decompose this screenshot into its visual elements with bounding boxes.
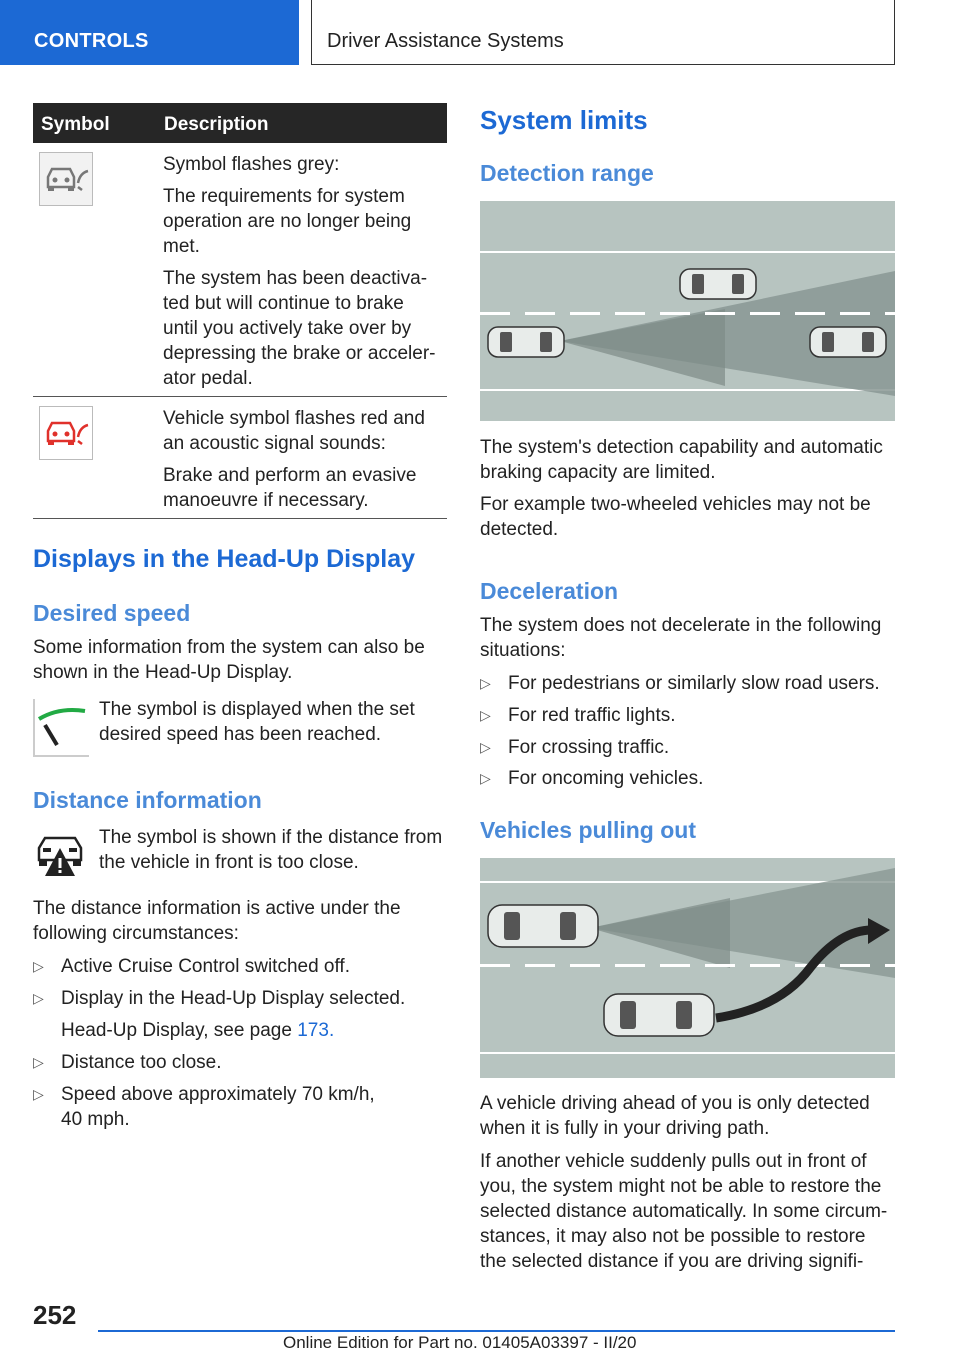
- row1-line3: The system has been deactiva- ted but will continue to brake until you actively take over by depressing the brake or acceler- ator pedal.: [163, 268, 436, 389]
- distance-info-title: Distance information: [33, 787, 262, 813]
- deceleration-title: Deceleration: [480, 578, 619, 604]
- system-limits-title: System limits: [480, 105, 648, 135]
- vehicle-warning-red-icon: [39, 406, 93, 460]
- row2-line2: Brake and perform an evasive manoeuvre if necessary.: [163, 465, 417, 511]
- footer-divider: [98, 1330, 895, 1332]
- row-divider: [33, 518, 447, 519]
- col-symbol: Symbol: [41, 114, 110, 135]
- row2-line1: Vehicle symbol flashes red and an acoustic signal sounds:: [163, 408, 425, 454]
- desired-speed-intro: Some information from the system can also be shown in the Head-Up Display.: [33, 637, 425, 683]
- page-link[interactable]: 173: [297, 1020, 329, 1041]
- distance-info-intro: The distance information is active under the following circumstances:: [33, 898, 401, 944]
- detection-para1: The system's detection capability and automatic braking capacity are limited.: [480, 437, 883, 483]
- detection-para2: For example two-wheeled vehicles may not be detected.: [480, 494, 871, 540]
- pulling-out-illustration: [480, 858, 895, 1078]
- hud-section-title: Displays in the Head-Up Display: [33, 545, 416, 573]
- chapter-title: Driver Assistance Systems: [311, 0, 895, 65]
- desired-speed-icon: [33, 699, 89, 757]
- row2-description: [163, 406, 443, 520]
- pulling-out-para1: A vehicle driving ahead of you is only detected when it is fully in your driving path.: [480, 1093, 870, 1139]
- row1-description: [163, 152, 443, 398]
- pulling-out-para2: If another vehicle suddenly pulls out in front of you, the system might not be able to restore the selected distance automatically. In some circum- stances, it may also not be possible to restore the selected distance if you are driving signifi-: [480, 1151, 888, 1272]
- distance-info-text: The symbol is shown if the distance from the vehicle in front is too close.: [99, 827, 443, 873]
- deceleration-intro: The system does not decelerate in the following situations:: [480, 615, 882, 661]
- section-tab: CONTROLS: [0, 0, 299, 65]
- distance-warning-icon: [33, 830, 87, 880]
- vehicle-warning-grey-icon: [39, 152, 93, 206]
- detection-range-illustration: [480, 201, 895, 421]
- see-page-reference: Head-Up Display, see page 173.: [61, 1020, 335, 1041]
- speed-mph: 40 mph.: [61, 1109, 130, 1130]
- desired-speed-title: Desired speed: [33, 600, 191, 626]
- row-divider: [33, 396, 447, 397]
- detection-range-title: Detection range: [480, 160, 654, 186]
- row1-line1: Symbol flashes grey:: [163, 154, 340, 175]
- row1-line2: The requirements for system operation are no longer being met.: [163, 186, 412, 257]
- pulling-out-title: Vehicles pulling out: [480, 817, 696, 843]
- page-number: 252: [33, 1300, 77, 1330]
- symbol-table-header: [33, 103, 447, 143]
- desired-speed-text: The symbol is displayed when the set desired speed has been reached.: [99, 699, 415, 745]
- col-description: Description: [164, 114, 269, 135]
- edition-info: Online Edition for Part no. 01405A03397 - II/20: [283, 1333, 637, 1352]
